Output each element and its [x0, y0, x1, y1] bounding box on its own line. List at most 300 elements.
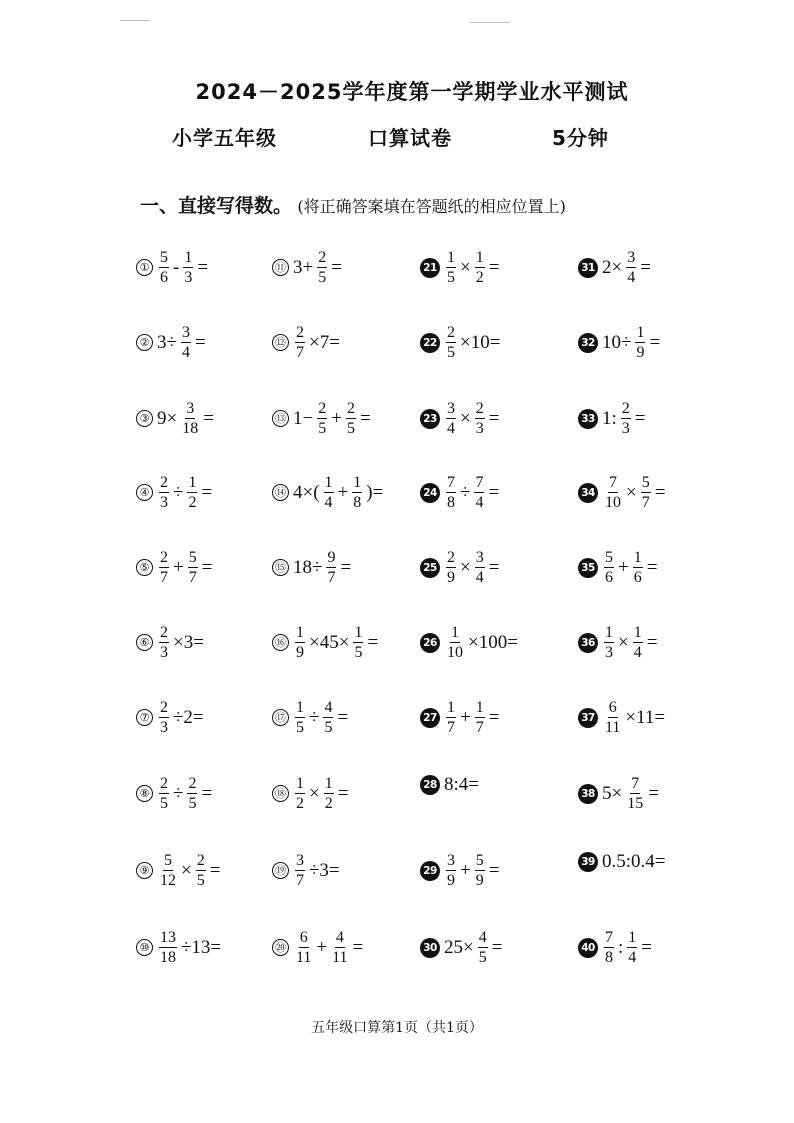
fraction: [635, 323, 645, 362]
denominator: 9: [447, 569, 455, 586]
numerator: 4: [478, 929, 487, 946]
denominator: 2: [475, 269, 484, 286]
denominator: 7: [641, 494, 650, 511]
expression-text: =: [488, 556, 500, 578]
problem-number: 28: [420, 775, 440, 795]
fraction: [474, 473, 484, 512]
fraction: [159, 698, 169, 737]
fraction: [626, 774, 644, 813]
fraction: [641, 473, 651, 512]
fraction: [324, 473, 334, 512]
denominator: 5: [196, 872, 205, 889]
expression-text: =: [654, 481, 666, 503]
expression-text: -: [173, 256, 180, 278]
fraction: [446, 623, 464, 662]
fraction: [159, 248, 169, 287]
problem-item: [420, 698, 500, 737]
numerator: 7: [631, 775, 640, 792]
problem-item: [136, 248, 209, 287]
numerator: 2: [160, 699, 168, 716]
expression-text: +: [331, 407, 342, 429]
numerator: 1: [353, 474, 362, 491]
fraction: [446, 698, 456, 737]
numerator: 1: [184, 249, 193, 266]
problem-item: [272, 399, 372, 438]
fraction: [324, 774, 334, 813]
numerator: 5: [188, 549, 197, 566]
numerator: 7: [609, 474, 617, 491]
expression-text: =: [209, 859, 221, 881]
denominator: 7: [296, 344, 304, 361]
problem-item: [420, 323, 501, 362]
expression-text: 10÷: [602, 331, 632, 353]
expression-text: =: [367, 631, 379, 653]
denominator: 2: [188, 494, 197, 511]
problem-number: 29: [420, 861, 440, 881]
expression-text: ÷: [460, 481, 471, 503]
expression-text: =: [201, 556, 213, 578]
fraction: [196, 851, 206, 890]
expression-text: =: [337, 706, 349, 728]
problem-item: [136, 473, 213, 512]
expression-text: +: [316, 936, 328, 958]
problem-number: 36: [578, 633, 598, 653]
fraction: [627, 928, 637, 967]
expression-text: =: [331, 256, 342, 278]
problem-item: [136, 623, 205, 662]
expression-text: =: [488, 407, 500, 429]
fraction: [475, 548, 485, 587]
problem-number: ⑫: [272, 334, 289, 351]
fraction: [633, 548, 643, 587]
numerator: 7: [605, 929, 613, 946]
numerator: 2: [296, 324, 304, 341]
numerator: 2: [160, 624, 168, 641]
expression-text: +: [337, 481, 349, 503]
expression-text: 1:: [602, 407, 617, 429]
numerator: 5: [160, 249, 168, 266]
fraction: [181, 399, 199, 438]
denominator: 12: [160, 872, 176, 889]
grade-label: 小学五年级: [172, 126, 277, 150]
numerator: 1: [475, 249, 484, 266]
denominator: 9: [475, 872, 484, 889]
fraction: [353, 623, 363, 662]
fraction: [352, 473, 362, 512]
time-label: 5分钟: [552, 126, 609, 150]
expression-text: =: [646, 556, 658, 578]
expression-text: =: [488, 481, 500, 503]
problem-item: [420, 248, 500, 287]
problem-number: ②: [136, 334, 153, 351]
problem-item: [420, 473, 500, 512]
problem-number: 34: [578, 483, 598, 503]
numerator: 2: [621, 400, 630, 417]
expression-text: =: [359, 407, 371, 429]
problem-number: ⑱: [272, 785, 289, 802]
denominator: 3: [160, 494, 168, 511]
problem-item: [136, 774, 213, 813]
expression-text: 3÷: [157, 331, 177, 353]
fraction: [295, 851, 305, 890]
problem-item: [272, 548, 352, 587]
denominator: 4: [628, 949, 637, 966]
problem-number: ③: [136, 410, 153, 427]
problem-item: [272, 851, 341, 890]
numerator: 1: [633, 549, 642, 566]
fraction: [475, 698, 485, 737]
denominator: 9: [296, 644, 304, 661]
expression-text: ÷2=: [173, 706, 204, 728]
problem-item: [578, 473, 666, 512]
denominator: 5: [318, 420, 327, 437]
paper-label: 口算试卷: [368, 126, 452, 150]
denominator: 5: [354, 644, 363, 661]
problem-number: 32: [578, 333, 598, 353]
expression-text: ×7=: [309, 331, 340, 353]
problem-number: ⑭: [272, 484, 289, 501]
denominator: 4: [633, 644, 642, 661]
problem-item: [578, 248, 652, 287]
expression-text: =: [648, 782, 659, 804]
expression-text: +: [173, 556, 184, 578]
expression-text: ×11=: [625, 706, 666, 728]
section-note: (将正确答案填在答题纸的相应位置上): [297, 197, 566, 216]
expression-text: +: [460, 859, 471, 881]
denominator: 15: [627, 795, 644, 812]
problem-item: [272, 473, 384, 512]
numerator: 1: [475, 699, 484, 716]
problem-number: 21: [420, 258, 440, 278]
numerator: 2: [318, 249, 327, 266]
expression-text: 3+: [293, 256, 314, 278]
problem-number: 37: [578, 708, 598, 728]
denominator: 4: [447, 420, 455, 437]
numerator: 4: [324, 699, 333, 716]
numerator: 1: [296, 775, 304, 792]
denominator: 11: [605, 719, 621, 736]
problem-number: 24: [420, 483, 440, 503]
expression-text: =: [337, 782, 349, 804]
problem-number: 33: [578, 409, 598, 429]
fraction: [326, 548, 336, 587]
denominator: 3: [160, 644, 168, 661]
numerator: 1: [447, 249, 455, 266]
numerator: 2: [447, 549, 455, 566]
denominator: 10: [447, 644, 463, 661]
fraction: [604, 698, 621, 737]
fraction: [295, 698, 305, 737]
expression-text: =: [491, 936, 503, 958]
denominator: 5: [447, 269, 455, 286]
problem-item: [578, 323, 661, 362]
denominator: 4: [475, 494, 484, 511]
problem-item: [578, 399, 647, 438]
denominator: 7: [475, 719, 484, 736]
problem-number: ①: [136, 259, 153, 276]
problem-number: ⑯: [272, 634, 289, 651]
problem-number: ⑬: [272, 410, 289, 427]
expression-text: 2×: [602, 256, 623, 278]
expression-text: +: [460, 706, 471, 728]
problem-number: 38: [578, 784, 598, 804]
expression-text: =: [488, 706, 500, 728]
denominator: 8: [447, 494, 455, 511]
problem-item: [136, 548, 213, 587]
problem-item: [420, 774, 480, 796]
problem-item: [420, 928, 503, 967]
expression-text: ×: [181, 859, 192, 881]
denominator: 5: [447, 344, 455, 361]
denominator: 6: [160, 269, 168, 286]
denominator: 5: [346, 420, 355, 437]
denominator: 6: [633, 569, 642, 586]
fraction: [159, 623, 169, 662]
fraction: [317, 399, 327, 438]
fraction: [331, 928, 348, 967]
section-instruction: [140, 191, 566, 218]
expression-text: =: [649, 331, 661, 353]
fraction: [295, 623, 305, 662]
numerator: 3: [186, 400, 195, 417]
problem-number: 35: [578, 558, 598, 578]
expression-text: ×: [460, 256, 471, 278]
problem-number: ⑨: [136, 862, 153, 879]
problem-item: [420, 851, 500, 890]
numerator: 2: [196, 852, 205, 869]
problem-number: 25: [420, 558, 440, 578]
expression-text: =: [488, 859, 500, 881]
problem-item: [578, 774, 660, 813]
numerator: 2: [160, 474, 168, 491]
expression-text: :: [618, 936, 624, 958]
problem-item: [136, 323, 207, 362]
numerator: 1: [324, 474, 333, 491]
expression-text: 8:4=: [444, 774, 479, 795]
expression-text: =: [352, 936, 364, 958]
denominator: 5: [318, 269, 327, 286]
expression-text: ×: [626, 481, 637, 503]
expression-text: ×: [309, 782, 320, 804]
expression-text: ÷: [173, 481, 184, 503]
problem-number: 30: [420, 938, 440, 958]
denominator: 3: [621, 420, 630, 437]
problem-number: ⑥: [136, 634, 153, 651]
expression-text: ×3=: [173, 631, 204, 653]
fraction: [183, 248, 193, 287]
expression-text: ×: [460, 407, 471, 429]
numerator: 1: [605, 624, 613, 641]
denominator: 4: [181, 344, 190, 361]
expression-text: =: [201, 481, 213, 503]
numerator: 1: [296, 699, 304, 716]
problem-number: 39: [578, 852, 598, 872]
problem-item: [272, 623, 379, 662]
fraction: [159, 928, 177, 967]
numerator: 3: [296, 852, 304, 869]
fraction: [621, 399, 631, 438]
denominator: 5: [160, 795, 168, 812]
numerator: 2: [188, 775, 197, 792]
denominator: 3: [184, 269, 193, 286]
expression-text: 25×: [444, 936, 474, 958]
numerator: 2: [160, 549, 168, 566]
numerator: 2: [475, 400, 484, 417]
fraction: [159, 774, 169, 813]
fraction: [604, 623, 614, 662]
numerator: 1: [188, 474, 197, 491]
denominator: 7: [296, 872, 304, 889]
fraction: [446, 323, 456, 362]
numerator: 1: [447, 699, 455, 716]
fraction: [604, 928, 614, 967]
fraction: [475, 248, 485, 287]
numerator: 9: [327, 549, 336, 566]
numerator: 1: [354, 624, 363, 641]
problem-number: 26: [420, 633, 440, 653]
denominator: 4: [324, 494, 333, 511]
expression-text: ×45×: [309, 631, 350, 653]
denominator: 3: [160, 719, 168, 736]
numerator: 3: [475, 549, 484, 566]
denominator: 9: [636, 344, 645, 361]
numerator: 4: [335, 929, 344, 946]
numerator: 5: [605, 549, 613, 566]
numerator: 2: [318, 400, 327, 417]
problem-item: [578, 928, 653, 967]
expression-text: ÷: [309, 706, 320, 728]
numerator: 2: [160, 775, 168, 792]
expression-text: =: [201, 782, 213, 804]
numerator: 3: [447, 852, 455, 869]
problem-number: ⑪: [272, 259, 289, 276]
expression-text: =: [203, 407, 214, 429]
numerator: 3: [627, 249, 636, 266]
problem-number: ⑮: [272, 559, 289, 576]
expression-text: ÷3=: [309, 859, 340, 881]
problem-item: [272, 698, 349, 737]
fraction: [187, 473, 197, 512]
problem-number: ⑩: [136, 939, 153, 956]
fraction: [446, 548, 456, 587]
expression-text: ×100=: [468, 631, 518, 653]
problem-item: [272, 928, 364, 967]
numerator: 1: [633, 624, 642, 641]
numerator: 2: [346, 400, 355, 417]
denominator: 2: [296, 795, 304, 812]
problem-number: ⑤: [136, 559, 153, 576]
problem-number: 31: [578, 258, 598, 278]
numerator: 1: [636, 324, 645, 341]
expression-text: ÷: [173, 782, 184, 804]
expression-text: =: [641, 936, 652, 958]
expression-text: =: [194, 331, 206, 353]
denominator: 5: [188, 795, 197, 812]
scan-speck: [120, 20, 150, 21]
fraction: [181, 323, 191, 362]
numerator: 1: [296, 624, 304, 641]
fraction: [188, 548, 198, 587]
problem-item: [272, 774, 349, 813]
denominator: 18: [182, 420, 199, 437]
denominator: 3: [475, 420, 484, 437]
expression-text: =: [488, 256, 500, 278]
scan-speck: [470, 22, 510, 23]
denominator: 5: [324, 719, 333, 736]
denominator: 11: [296, 949, 312, 966]
numerator: 6: [608, 699, 617, 716]
fraction: [604, 473, 622, 512]
denominator: 8: [605, 949, 613, 966]
expression-text: 1−: [293, 407, 314, 429]
expression-text: =: [640, 256, 651, 278]
problem-item: [420, 623, 519, 662]
problem-number: 27: [420, 708, 440, 728]
fraction: [346, 399, 356, 438]
denominator: 7: [188, 569, 197, 586]
expression-text: =: [646, 631, 658, 653]
problem-number: 22: [420, 333, 440, 353]
denominator: 18: [160, 949, 176, 966]
problem-number: ⑲: [272, 862, 289, 879]
numerator: 5: [641, 474, 650, 491]
numerator: 5: [164, 852, 172, 869]
denominator: 7: [447, 719, 455, 736]
fraction: [159, 473, 169, 512]
expression-text: +: [618, 556, 629, 578]
expression-text: ×10=: [460, 331, 501, 353]
expression-text: =: [197, 256, 209, 278]
fraction: [475, 851, 485, 890]
numerator: 3: [447, 400, 455, 417]
numerator: 1: [628, 929, 637, 946]
expression-text: ×: [460, 556, 471, 578]
problem-number: ⑦: [136, 709, 153, 726]
section-heading: 一、直接写得数。: [140, 195, 293, 217]
fraction: [626, 248, 636, 287]
expression-text: 4×(: [293, 481, 320, 503]
numerator: 2: [447, 324, 455, 341]
expression-text: 5×: [602, 782, 623, 804]
denominator: 4: [475, 569, 484, 586]
problem-item: [420, 548, 500, 587]
exam-title: 2024－2025学年度第一学期学业水平测试: [195, 80, 629, 104]
fraction: [478, 928, 488, 967]
denominator: 7: [160, 569, 168, 586]
expression-text: 9×: [157, 407, 178, 429]
problem-item: [136, 698, 205, 737]
numerator: 6: [299, 929, 308, 946]
denominator: 8: [353, 494, 362, 511]
problem-item: [578, 698, 666, 737]
fraction: [317, 248, 327, 287]
problem-item: [420, 399, 500, 438]
fraction: [187, 774, 197, 813]
problem-item: [578, 623, 658, 662]
denominator: 7: [327, 569, 336, 586]
numerator: 1: [324, 775, 333, 792]
denominator: 6: [605, 569, 613, 586]
fraction: [475, 399, 485, 438]
fraction: [295, 928, 312, 967]
problem-item: [272, 248, 343, 287]
numerator: 3: [181, 324, 190, 341]
fraction: [446, 851, 456, 890]
fraction: [295, 323, 305, 362]
problem-item: [578, 851, 667, 873]
problem-number: 40: [578, 938, 598, 958]
problem-item: [136, 399, 215, 438]
